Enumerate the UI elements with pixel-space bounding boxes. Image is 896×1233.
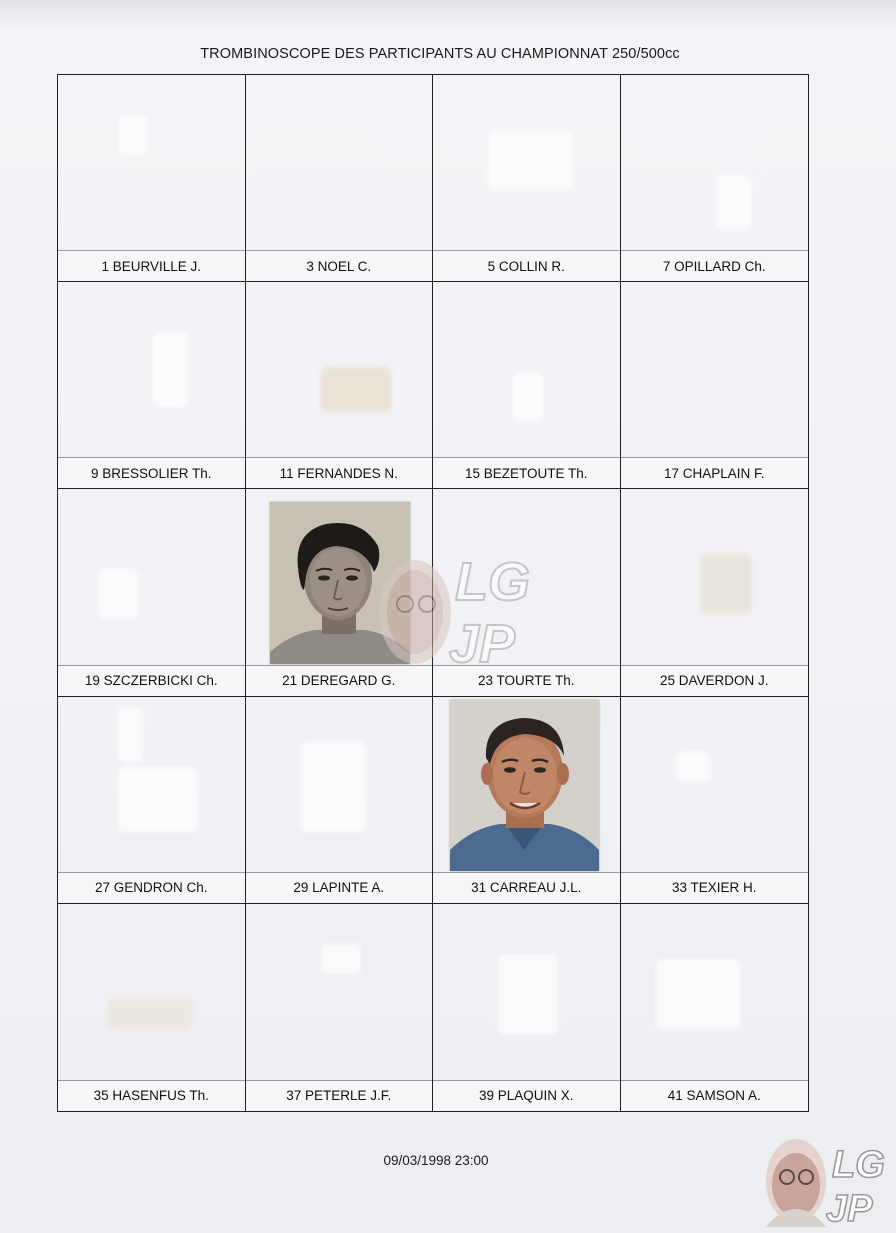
- participant-cell: [621, 697, 809, 904]
- participant-cell: [433, 904, 621, 1111]
- photo-slot-empty: [621, 75, 809, 250]
- participant-name: 5 COLLIN R.: [433, 250, 620, 281]
- participant-name: 19 SZCZERBICKI Ch.: [58, 665, 245, 696]
- participant-cell: [621, 75, 809, 282]
- participant-name: 1 BEURVILLE J.: [58, 250, 245, 281]
- participant-cell: [58, 904, 246, 1111]
- photo-slot-empty: [58, 282, 245, 457]
- participant-name: 31 CARREAU J.L.: [433, 872, 620, 903]
- participant-cell: [433, 282, 621, 489]
- watermark-line-2: JP: [449, 614, 516, 674]
- photo-slot-empty: [246, 282, 433, 457]
- participant-photo-color: [450, 700, 599, 871]
- corner-watermark: [760, 1135, 894, 1227]
- participant-cell: [246, 75, 434, 282]
- photo-slot-empty: [433, 904, 620, 1080]
- participant-cell: [58, 697, 246, 904]
- participant-cell: [621, 282, 809, 489]
- corner-logo-line-1: LG: [832, 1144, 885, 1186]
- participant-cell: [246, 904, 434, 1111]
- participant-name: 33 TEXIER H.: [621, 872, 809, 903]
- participant-name: 7 OPILLARD Ch.: [621, 250, 809, 281]
- watermark-line-1: LG: [455, 552, 530, 612]
- participant-name: 9 BRESSOLIER Th.: [58, 457, 245, 488]
- photo-slot-empty: [433, 282, 620, 457]
- participant-cell: [433, 75, 621, 282]
- participant-name: 35 HASENFUS Th.: [58, 1080, 245, 1111]
- photo-slot-empty: [58, 489, 245, 664]
- participant-name: 21 DEREGARD G.: [246, 665, 433, 696]
- watermark-logo-icon: [375, 540, 580, 680]
- photo-slot-empty: [58, 904, 245, 1080]
- photo-slot-empty: [58, 697, 245, 872]
- photo-slot-empty: [621, 904, 809, 1080]
- portrait-man-smiling: [450, 700, 599, 871]
- photo-slot-empty: [246, 75, 433, 250]
- photo-slot-empty: [433, 75, 620, 250]
- corner-logo-line-2: JP: [826, 1188, 873, 1227]
- participant-cell: [246, 282, 434, 489]
- participant-name: 27 GENDRON Ch.: [58, 872, 245, 903]
- scan-edge-shadow: [0, 0, 896, 26]
- photo-slot-empty: [621, 489, 809, 664]
- photo-slot-empty: [621, 282, 809, 457]
- participant-name: 3 NOEL C.: [246, 250, 433, 281]
- participant-name: 39 PLAQUIN X.: [433, 1080, 620, 1111]
- corner-logo-icon: [760, 1135, 894, 1227]
- photo-slot-empty: [246, 697, 433, 872]
- participant-name: 25 DAVERDON J.: [621, 665, 809, 696]
- participant-name: 23 TOURTE Th.: [433, 665, 620, 696]
- participant-cell: [621, 904, 809, 1111]
- participant-cell: [58, 75, 246, 282]
- participant-cell: [58, 489, 246, 696]
- document-title: TROMBINOSCOPE DES PARTICIPANTS AU CHAMPIONNAT 250/500cc: [200, 46, 680, 62]
- watermark-overlay: [375, 540, 580, 680]
- participant-name: 29 LAPINTE A.: [246, 872, 433, 903]
- photo-slot-empty: [58, 75, 245, 250]
- participant-name: 15 BEZETOUTE Th.: [433, 457, 620, 488]
- participant-name: 11 FERNANDES N.: [246, 457, 433, 488]
- participant-cell: [621, 489, 809, 696]
- photo-slot-empty: [246, 904, 433, 1080]
- participant-cell: [246, 697, 434, 904]
- participant-cell: [58, 282, 246, 489]
- participant-name: 37 PETERLE J.F.: [246, 1080, 433, 1111]
- participant-name: 17 CHAPLAIN F.: [621, 457, 809, 488]
- photo-slot-empty: [621, 697, 809, 872]
- document-date: 09/03/1998 23:00: [383, 1153, 489, 1168]
- participant-name: 41 SAMSON A.: [621, 1080, 809, 1111]
